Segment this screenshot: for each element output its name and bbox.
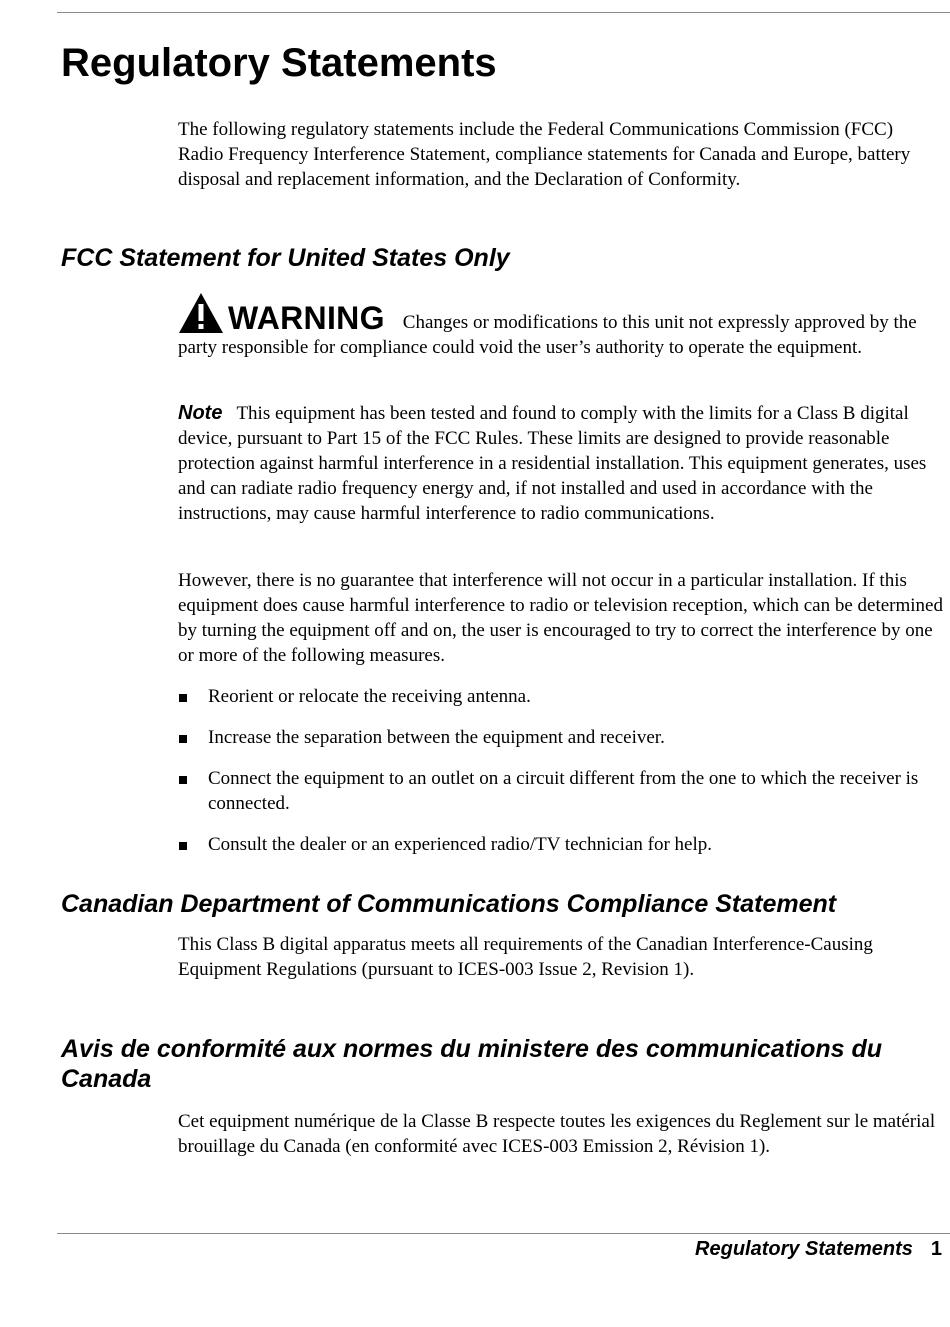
canada-paragraph: This Class B digital apparatus meets all requirements of the Canadian Interference-Causing Equipment Regulations (pursuant to ICES-003 Issue 2, Revision 1).: [178, 934, 873, 980]
page-footer: [600, 1235, 942, 1263]
canada-fr-paragraph: Cet equipment numérique de la Classe B respecte toutes les exigences du Reglement sur le matérial brouillage du Canada (en conformité avec ICES-003 Emission 2, Révision 1).: [178, 1111, 936, 1157]
bullet-square-icon: [179, 735, 187, 743]
bullet-square-icon: [179, 776, 187, 784]
top-rule: [57, 12, 950, 13]
note-label: Note: [178, 402, 223, 424]
page-number: 1: [930, 1238, 942, 1260]
list-item: Consult the dealer or an experienced radio/TV technician for help.: [178, 832, 943, 857]
warning-paragraph: [178, 292, 943, 360]
note-paragraph: [178, 401, 943, 526]
warning-triangle-icon: [178, 292, 224, 334]
footer-section-title: Regulatory Statements: [695, 1238, 913, 1260]
list-item: Increase the separation between the equipment and receiver.: [178, 725, 943, 750]
list-item: Reorient or relocate the receiving antenna.: [178, 684, 943, 709]
intro-paragraph: The following regulatory statements include the Federal Communications Commission (FCC) Radio Frequency Interference Statement, compliance statements for Canada and Europe, battery disposal and replacement information, and the Declaration of Conformity.: [178, 119, 911, 190]
fcc-heading: FCC Statement for United States Only: [61, 244, 510, 272]
bottom-rule: [57, 1233, 950, 1234]
warning-label: WARNING: [228, 300, 385, 336]
page-title: Regulatory Statements: [61, 41, 497, 85]
note-text: This equipment has been tested and found to comply with the limits for a Class B digital device, pursuant to Part 15 of the FCC Rules. These limits are designed to provide reasonable protection against harmful interference in a residential installation. This equipment generates, uses and can radiate radio frequency energy and, if not installed and used in accordance with the instructions, may cause harmful interference to radio communications.: [178, 403, 927, 524]
however-paragraph: However, there is no guarantee that interference will not occur in a particular installation. If this equipment does cause harmful interference to radio or television reception, which can be determined by turning the equipment off and on, the user is encouraged to try to correct the interference by one or more of the following measures.: [178, 570, 943, 666]
bullet-square-icon: [179, 694, 187, 702]
canada-heading: Canadian Department of Communications Compliance Statement: [61, 890, 837, 918]
list-item: Connect the equipment to an outlet on a circuit different from the one to which the receiver is connected.: [178, 766, 943, 816]
canada-fr-heading: Avis de conformité aux normes du ministere des communications du Canada: [61, 1035, 883, 1093]
warning-text: Changes or modifications to this unit not expressly approved by the party responsible for compliance could void the user’s authority to operate the equipment.: [178, 312, 917, 358]
bullet-square-icon: [179, 842, 187, 850]
